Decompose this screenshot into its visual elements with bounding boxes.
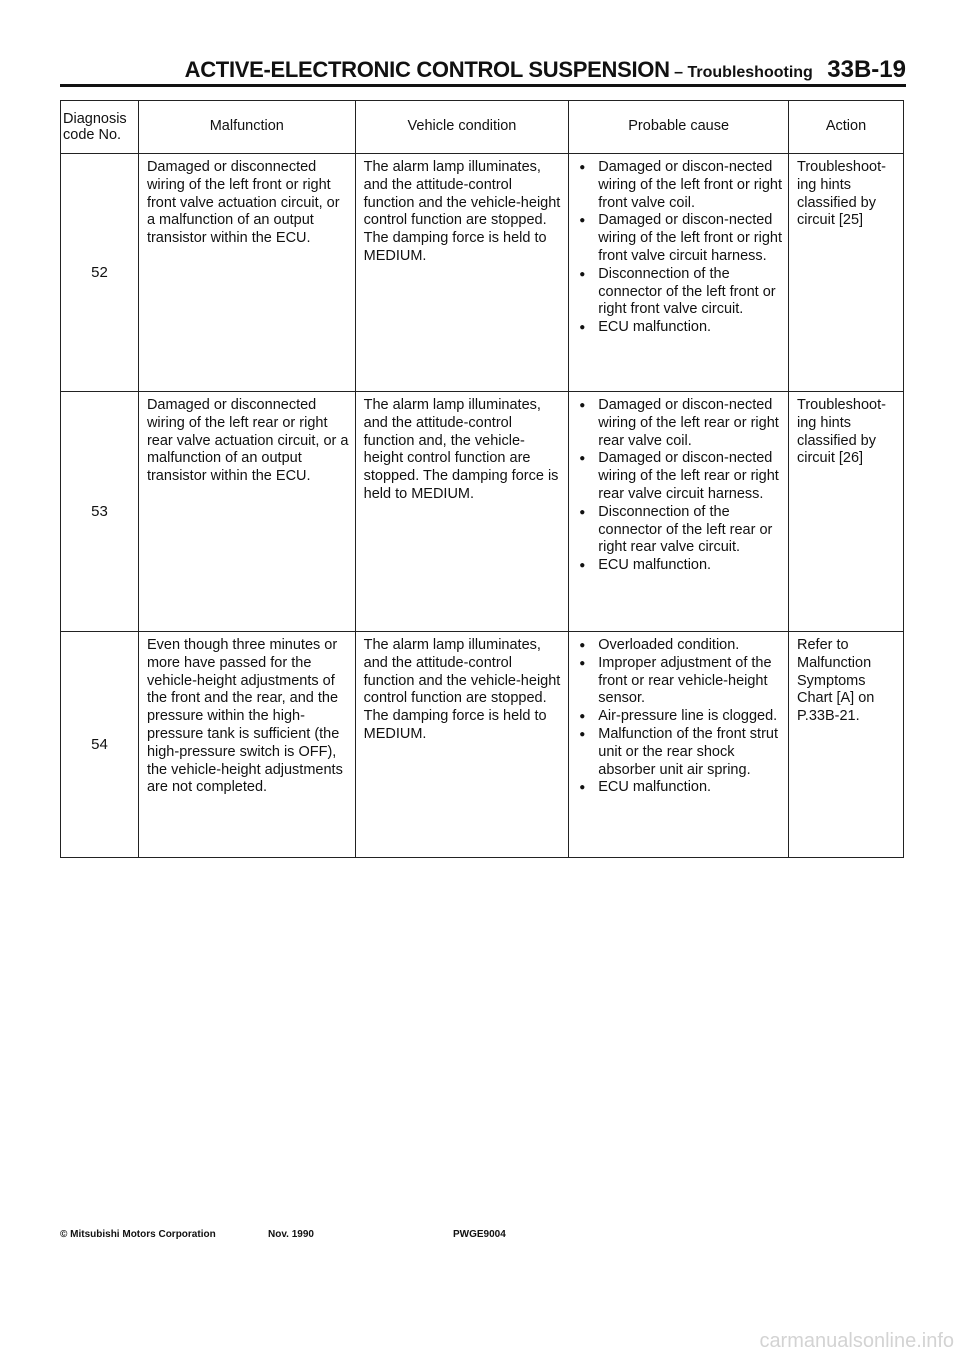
probable-cause-cell	[569, 154, 789, 392]
column-header-code: Diagnosis code No.	[61, 101, 139, 154]
footer-doc-code: PWGE9004	[453, 1229, 506, 1240]
cause-item: ● Improper adjustment of the front or rear vehicle-height sensor.	[577, 655, 782, 708]
action-cell: Troubleshoot-ing hints classified by circuit [25]	[789, 154, 904, 392]
cause-item: ● Disconnection of the connector of the left rear or right rear valve circuit.	[577, 504, 782, 557]
cause-item: ● Overloaded condition.	[577, 637, 782, 655]
probable-cause-cell	[569, 632, 789, 858]
cause-item: ● Malfunction of the front strut unit or the rear shock absorber unit air spring.	[577, 726, 782, 779]
column-header-probable-cause: Probable cause	[569, 101, 789, 154]
malfunction-cell: Damaged or disconnected wiring of the left rear or right rear valve actuation circuit, or a malfunction of an output transistor within the ECU.	[138, 392, 355, 632]
cause-item: ● Damaged or discon-nected wiring of the left rear or right rear valve coil.	[577, 397, 782, 450]
cause-item: ● Air-pressure line is clogged.	[577, 708, 782, 726]
probable-cause-cell	[569, 392, 789, 632]
page-number: 33B-19	[827, 56, 906, 83]
action-cell: Refer to Malfunction Symptoms Chart [A] on P.33B-21.	[789, 632, 904, 858]
cause-list	[577, 159, 782, 337]
action-cell: Troubleshoot-ing hints classified by circuit [26]	[789, 392, 904, 632]
diagnosis-table	[60, 100, 904, 858]
vehicle-condition-cell: The alarm lamp illuminates, and the attitude-control function and the vehicle-height control function are stopped. The damping force is held to MEDIUM.	[355, 154, 569, 392]
table-row	[61, 632, 904, 858]
cause-item: ● Damaged or discon-nected wiring of the left front or right front valve circuit harness.	[577, 212, 782, 265]
header-title-sub: Troubleshooting	[687, 64, 813, 81]
table-row	[61, 392, 904, 632]
diagnosis-code: 52	[61, 154, 139, 392]
cause-list	[577, 637, 782, 797]
diagnosis-code: 53	[61, 392, 139, 632]
cause-item: ● Disconnection of the connector of the left front or right front valve circuit.	[577, 266, 782, 319]
column-header-malfunction: Malfunction	[138, 101, 355, 154]
column-header-action: Action	[789, 101, 904, 154]
vehicle-condition-cell: The alarm lamp illuminates, and the attitude-control function and, the vehicle-height control function are stopped. The damping force is held to MEDIUM.	[355, 392, 569, 632]
footer-copyright: © Mitsubishi Motors Corporation	[60, 1229, 216, 1240]
cause-item: ● Damaged or discon-nected wiring of the left front or right front valve coil.	[577, 159, 782, 212]
malfunction-cell: Even though three minutes or more have passed for the vehicle-height adjustments of the front and the rear, and the pressure within the high-pressure tank is sufficient (the high-pressure switch is OFF), the vehicle-height adjustments are not completed.	[138, 632, 355, 858]
diagnosis-code: 54	[61, 632, 139, 858]
header-title	[185, 56, 906, 84]
cause-item: ● Damaged or discon-nected wiring of the left rear or right rear valve circuit harness.	[577, 450, 782, 503]
header-rule	[60, 84, 906, 87]
header-title-separator: –	[674, 64, 684, 81]
cause-item: ● ECU malfunction.	[577, 779, 782, 797]
header-title-main: ACTIVE-ELECTRONIC CONTROL SUSPENSION	[184, 57, 670, 82]
table-row	[61, 154, 904, 392]
column-header-vehicle-condition: Vehicle condition	[355, 101, 569, 154]
cause-item: ● ECU malfunction.	[577, 557, 782, 575]
watermark: carmanualsonline.info	[759, 1330, 954, 1352]
vehicle-condition-cell: The alarm lamp illuminates, and the attitude-control function and the vehicle-height control function are stopped. The damping force is held to MEDIUM.	[355, 632, 569, 858]
table-header-row	[61, 101, 904, 154]
cause-item: ● ECU malfunction.	[577, 319, 782, 337]
malfunction-cell: Damaged or disconnected wiring of the left front or right front valve actuation circuit, or a malfunction of an output transistor within the ECU.	[138, 154, 355, 392]
footer-date: Nov. 1990	[268, 1229, 314, 1240]
cause-list	[577, 397, 782, 575]
